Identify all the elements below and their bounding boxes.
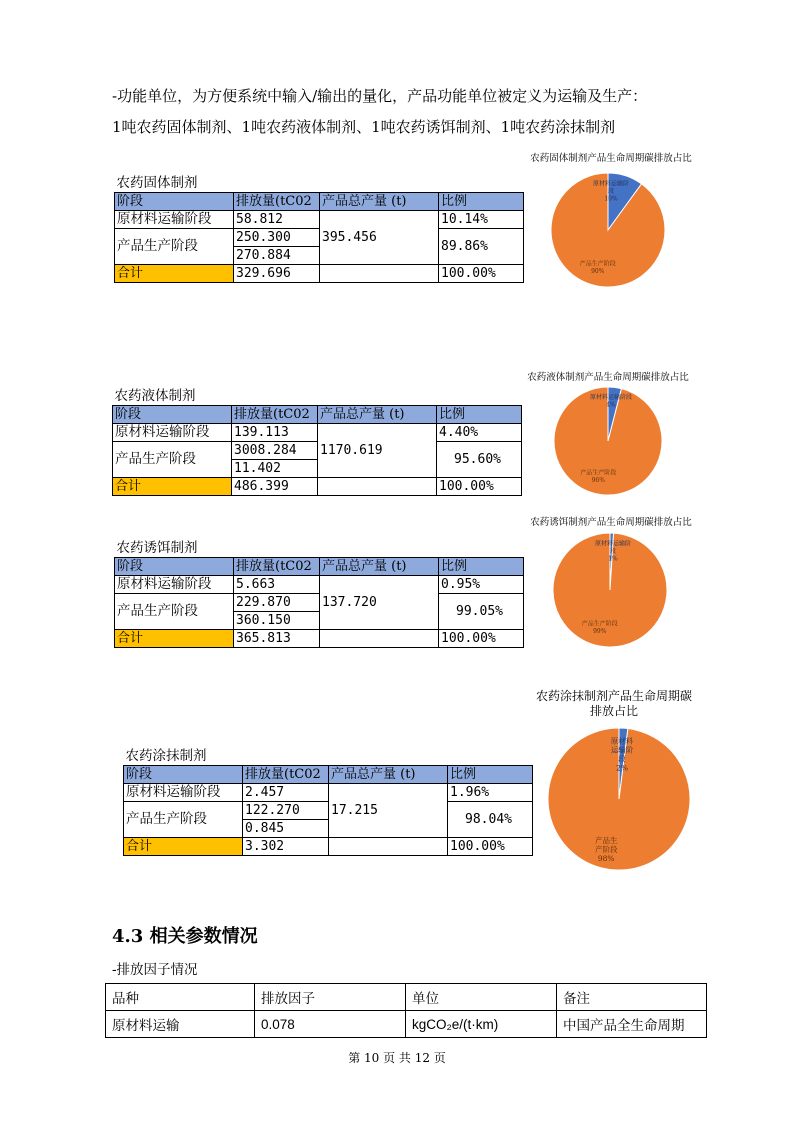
- prod-ratio: 95.60%: [437, 442, 522, 478]
- prod-emission-1: 229.870: [234, 594, 320, 612]
- emission-table-liquid: [112, 388, 522, 496]
- pie-chart-solid: [548, 170, 668, 290]
- pie-slice-label-0: 原材料运输阶段 1%: [594, 540, 632, 563]
- prod-emission-1: 250.300: [234, 229, 320, 247]
- table-title: 农药固体制剂: [116, 175, 198, 191]
- total-emission: 486.399: [232, 478, 318, 496]
- row-label-prod: 产品生产阶段: [124, 802, 243, 838]
- pie-slice-label-0: 原材料运输阶段 2%: [610, 736, 634, 773]
- row-label-total: 合计: [115, 265, 234, 283]
- pie-chart-liquid: [549, 387, 667, 495]
- pie-title-liquid: 农药液体制剂产品生命周期碳排放占比: [527, 372, 689, 383]
- header-emission: 排放量(tC02: [232, 406, 318, 424]
- prod-emission-2: 360.150: [234, 612, 320, 630]
- raw-emission: 58.812: [234, 211, 320, 229]
- factor-header-unit: 单位: [406, 984, 557, 1011]
- raw-ratio: 10.14%: [439, 211, 524, 229]
- total-ratio: 100.00%: [437, 478, 522, 496]
- total-emission: 329.696: [234, 265, 320, 283]
- emission-factor-table: [105, 983, 707, 1038]
- header-stage: 阶段: [113, 406, 232, 424]
- prod-emission-2: 270.884: [234, 247, 320, 265]
- total-output: 1170.619: [318, 424, 437, 478]
- pie-slice-label-1: 产品生产阶段 98%: [594, 836, 618, 864]
- pie-title-bait: 农药诱饵制剂产品生命周期碳排放占比: [530, 517, 692, 528]
- raw-emission: 5.663: [234, 576, 320, 594]
- prod-emission-2: 0.845: [243, 820, 329, 838]
- total-ratio: 100.00%: [439, 265, 524, 283]
- factor-cell-value: 0.078: [255, 1011, 406, 1038]
- header-output: 产品总产量 (t): [329, 766, 448, 784]
- factor-header-variety: 品种: [106, 984, 255, 1011]
- prod-ratio: 98.04%: [448, 802, 533, 838]
- total-output: 17.215: [329, 784, 448, 838]
- row-label-prod: 产品生产阶段: [113, 442, 232, 478]
- pie-slice-label-1: 产品生产阶段 99%: [581, 620, 618, 635]
- header-stage: 阶段: [115, 193, 234, 211]
- row-label-raw: 原材料运输阶段: [124, 784, 243, 802]
- section-heading: 4.3 相关参数情况: [112, 926, 258, 947]
- total-output: 395.456: [320, 211, 439, 265]
- emission-table-solid: [114, 175, 524, 283]
- header-stage: 阶段: [124, 766, 243, 784]
- pie-chart-bait: [552, 526, 668, 652]
- pie-slice-label-0: 原材料运输阶段 10%: [592, 180, 630, 203]
- header-emission: 排放量(tC02: [234, 558, 320, 576]
- total-emission: 365.813: [234, 630, 320, 648]
- pie-slice-label-1: 产品生产阶段 90%: [579, 260, 616, 275]
- factor-cell-note: 中国产品全生命周期: [557, 1011, 707, 1038]
- raw-ratio: 1.96%: [448, 784, 533, 802]
- header-output: 产品总产量 (t): [320, 558, 439, 576]
- factor-cell-variety: 原材料运输: [106, 1011, 255, 1038]
- prod-ratio: 89.86%: [439, 229, 524, 265]
- total-emission: 3.302: [243, 838, 329, 856]
- factor-header-factor: 排放因子: [255, 984, 406, 1011]
- row-label-total: 合计: [115, 630, 234, 648]
- pie-slice-label-0: 原材料运输阶段 4%: [589, 393, 633, 409]
- raw-ratio: 4.40%: [437, 424, 522, 442]
- header-ratio: 比例: [439, 193, 524, 211]
- emission-table-smear: [123, 748, 533, 856]
- factor-header-note: 备注: [557, 984, 707, 1011]
- intro-line-2: 1吨农药固体制剂、1吨农药液体制剂、1吨农药诱饵制剂、1吨农药涂抹制剂: [112, 118, 616, 136]
- total-output: 137.720: [320, 576, 439, 630]
- pie-chart-smear: [548, 726, 692, 872]
- row-label-raw: 原材料运输阶段: [113, 424, 232, 442]
- row-label-prod: 产品生产阶段: [115, 229, 234, 265]
- raw-ratio: 0.95%: [439, 576, 524, 594]
- row-label-prod: 产品生产阶段: [115, 594, 234, 630]
- row-label-raw: 原材料运输阶段: [115, 211, 234, 229]
- prod-emission-1: 3008.284: [232, 442, 318, 460]
- emission-table-bait: [114, 540, 524, 648]
- raw-emission: 139.113: [232, 424, 318, 442]
- pie-title-smear: 农药涂抹制剂产品生命周期碳排放占比: [535, 689, 692, 718]
- prod-emission-2: 11.402: [232, 460, 318, 478]
- prod-emission-1: 122.270: [243, 802, 329, 820]
- intro-line-1: -功能单位，为方便系统中输入/输出的量化，产品功能单位被定义为运输及生产：: [112, 87, 648, 105]
- header-output: 产品总产量 (t): [320, 193, 439, 211]
- header-stage: 阶段: [115, 558, 234, 576]
- header-emission: 排放量(tC02: [243, 766, 329, 784]
- row-label-total: 合计: [124, 838, 243, 856]
- header-ratio: 比例: [439, 558, 524, 576]
- table-title: 农药液体制剂: [114, 388, 196, 404]
- row-label-total: 合计: [113, 478, 232, 496]
- section-subheading: -排放因子情况: [112, 962, 198, 978]
- prod-ratio: 99.05%: [439, 594, 524, 630]
- total-ratio: 100.00%: [448, 838, 533, 856]
- table-title: 农药涂抹制剂: [125, 748, 207, 764]
- factor-cell-unit: kgCO₂e/(t·km): [406, 1011, 557, 1038]
- total-ratio: 100.00%: [439, 630, 524, 648]
- header-output: 产品总产量 (t): [318, 406, 437, 424]
- header-ratio: 比例: [448, 766, 533, 784]
- raw-emission: 2.457: [243, 784, 329, 802]
- pie-title-solid: 农药固体制剂产品生命周期碳排放占比: [530, 153, 692, 164]
- row-label-raw: 原材料运输阶段: [115, 576, 234, 594]
- header-ratio: 比例: [437, 406, 522, 424]
- header-emission: 排放量(tC02: [234, 193, 320, 211]
- table-title: 农药诱饵制剂: [116, 540, 198, 556]
- page-footer: 第 10 页 共 12 页: [348, 1051, 446, 1065]
- pie-slice-label-1: 产品生产阶段 96%: [580, 469, 617, 484]
